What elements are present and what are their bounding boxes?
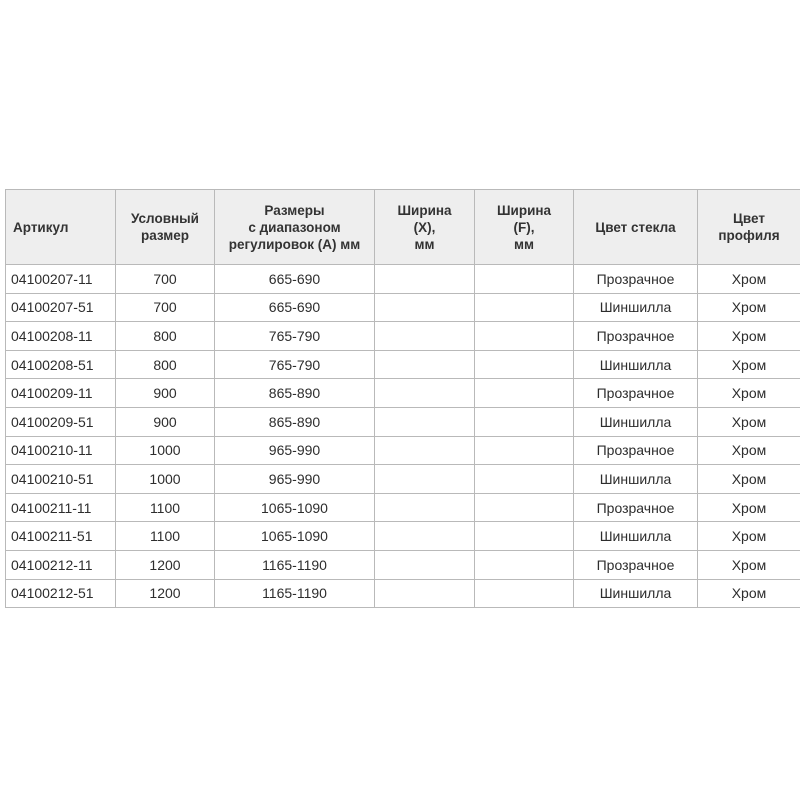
header-line: регулировок (А) мм (228, 236, 361, 252)
cell-width-f (475, 265, 574, 294)
cell-width-x (375, 522, 475, 551)
cell-article: 04100212-11 (6, 550, 116, 579)
cell-glass-color: Шиншилла (574, 465, 698, 494)
cell-profile-color: Хром (698, 493, 800, 522)
table-header (6, 190, 800, 265)
cell-width-f (475, 579, 574, 608)
header-line: размер (140, 228, 190, 243)
header-width-x (375, 190, 475, 265)
cell-nominal-size: 800 (116, 322, 215, 351)
cell-glass-color: Шиншилла (574, 579, 698, 608)
cell-nominal-size: 900 (116, 407, 215, 436)
cell-width-x (375, 465, 475, 494)
cell-adjustment-range: 865-890 (215, 379, 375, 408)
table-row (6, 322, 800, 351)
cell-nominal-size: 1100 (116, 493, 215, 522)
cell-width-f (475, 436, 574, 465)
header-line: Условный (131, 211, 199, 226)
cell-nominal-size: 1200 (116, 550, 215, 579)
product-table (5, 189, 800, 608)
cell-width-f (475, 522, 574, 551)
table-row (6, 293, 800, 322)
cell-adjustment-range: 865-890 (215, 407, 375, 436)
cell-profile-color: Хром (698, 579, 800, 608)
cell-width-x (375, 407, 475, 436)
cell-profile-color: Хром (698, 265, 800, 294)
cell-width-x (375, 322, 475, 351)
cell-nominal-size: 700 (116, 265, 215, 294)
cell-adjustment-range: 665-690 (215, 265, 375, 294)
header-line: с диапазоном (248, 219, 341, 235)
header-line: мм (514, 236, 534, 252)
header-glass-color (574, 190, 698, 265)
cell-width-x (375, 579, 475, 608)
cell-width-f (475, 465, 574, 494)
cell-width-f (475, 322, 574, 351)
cell-profile-color: Хром (698, 436, 800, 465)
header-article (6, 190, 116, 265)
cell-adjustment-range: 1065-1090 (215, 522, 375, 551)
table-body (6, 265, 800, 608)
header-line: Размеры (264, 202, 325, 218)
cell-nominal-size: 1200 (116, 579, 215, 608)
cell-glass-color: Прозрачное (574, 265, 698, 294)
cell-profile-color: Хром (698, 350, 800, 379)
cell-adjustment-range: 765-790 (215, 350, 375, 379)
cell-width-x (375, 493, 475, 522)
cell-width-x (375, 379, 475, 408)
cell-nominal-size: 700 (116, 293, 215, 322)
table-row (6, 379, 800, 408)
cell-nominal-size: 800 (116, 350, 215, 379)
table-row (6, 265, 800, 294)
table-row (6, 436, 800, 465)
cell-width-f (475, 407, 574, 436)
cell-glass-color: Прозрачное (574, 436, 698, 465)
cell-width-x (375, 550, 475, 579)
cell-glass-color: Шиншилла (574, 522, 698, 551)
header-width-f (475, 190, 574, 265)
header-nominal-size (116, 190, 215, 265)
table-row (6, 407, 800, 436)
cell-article: 04100207-51 (6, 293, 116, 322)
cell-adjustment-range: 965-990 (215, 436, 375, 465)
header-line: (F), (513, 219, 535, 235)
cell-article: 04100211-11 (6, 493, 116, 522)
table-row (6, 350, 800, 379)
cell-nominal-size: 900 (116, 379, 215, 408)
table-row (6, 550, 800, 579)
header-line: профиля (718, 228, 780, 243)
cell-glass-color: Шиншилла (574, 407, 698, 436)
cell-glass-color: Шиншилла (574, 293, 698, 322)
cell-width-f (475, 350, 574, 379)
cell-article: 04100208-51 (6, 350, 116, 379)
table-row (6, 465, 800, 494)
cell-adjustment-range: 1065-1090 (215, 493, 375, 522)
table-row (6, 493, 800, 522)
cell-width-x (375, 265, 475, 294)
header-line: Артикул (13, 219, 69, 235)
table-row (6, 522, 800, 551)
cell-profile-color: Хром (698, 322, 800, 351)
header-line: (X), (413, 219, 436, 235)
cell-adjustment-range: 1165-1190 (215, 579, 375, 608)
cell-nominal-size: 1000 (116, 436, 215, 465)
header-line: мм (414, 236, 435, 252)
cell-article: 04100207-11 (6, 265, 116, 294)
cell-adjustment-range: 965-990 (215, 465, 375, 494)
header-profile-color (698, 190, 800, 265)
header-line: Цвет стекла (595, 219, 676, 235)
cell-profile-color: Хром (698, 522, 800, 551)
cell-profile-color: Хром (698, 293, 800, 322)
cell-article: 04100210-11 (6, 436, 116, 465)
cell-adjustment-range: 665-690 (215, 293, 375, 322)
cell-width-f (475, 550, 574, 579)
table-row (6, 579, 800, 608)
cell-glass-color: Прозрачное (574, 493, 698, 522)
cell-glass-color: Шиншилла (574, 350, 698, 379)
cell-article: 04100209-11 (6, 379, 116, 408)
cell-width-f (475, 293, 574, 322)
cell-width-f (475, 493, 574, 522)
cell-article: 04100210-51 (6, 465, 116, 494)
cell-profile-color: Хром (698, 407, 800, 436)
cell-glass-color: Прозрачное (574, 379, 698, 408)
cell-width-x (375, 436, 475, 465)
cell-width-f (475, 379, 574, 408)
product-table-container (5, 189, 800, 608)
cell-article: 04100211-51 (6, 522, 116, 551)
cell-article: 04100208-11 (6, 322, 116, 351)
table-header-row (6, 190, 800, 265)
cell-adjustment-range: 1165-1190 (215, 550, 375, 579)
cell-glass-color: Прозрачное (574, 322, 698, 351)
cell-profile-color: Хром (698, 465, 800, 494)
header-line: Ширина (397, 202, 452, 218)
cell-width-x (375, 350, 475, 379)
cell-adjustment-range: 765-790 (215, 322, 375, 351)
cell-width-x (375, 293, 475, 322)
cell-article: 04100209-51 (6, 407, 116, 436)
header-line: Ширина (496, 202, 552, 218)
cell-nominal-size: 1000 (116, 465, 215, 494)
header-adjustment-range (215, 190, 375, 265)
cell-nominal-size: 1100 (116, 522, 215, 551)
cell-glass-color: Прозрачное (574, 550, 698, 579)
cell-article: 04100212-51 (6, 579, 116, 608)
cell-profile-color: Хром (698, 550, 800, 579)
cell-profile-color: Хром (698, 379, 800, 408)
header-line: Цвет (733, 211, 765, 226)
